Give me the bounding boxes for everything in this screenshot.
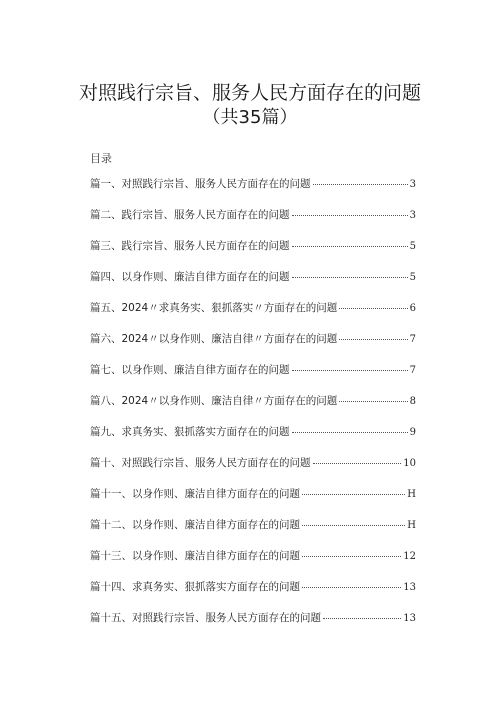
toc-entry-page-number: 9 bbox=[409, 427, 416, 438]
toc-entry-label: 篇十二、以身作则、廉洁自律方面存在的问题 bbox=[90, 519, 300, 531]
document-subtitle: （共35篇） bbox=[202, 107, 298, 128]
toc-entry[interactable] bbox=[90, 331, 416, 362]
toc-leader-dots bbox=[292, 246, 408, 247]
toc-leader-dots bbox=[302, 556, 401, 557]
toc-leader-dots bbox=[339, 401, 407, 402]
toc-entry-label: 篇八、2024〃以身作则、廉洁自律〃方面存在的问题 bbox=[90, 395, 338, 407]
toc-heading: 目录 bbox=[90, 152, 112, 165]
toc-entry[interactable] bbox=[90, 207, 416, 238]
toc-entry-page-number: 3 bbox=[409, 179, 416, 190]
toc-leader-dots bbox=[292, 432, 408, 433]
table-of-contents bbox=[90, 176, 416, 641]
document-title: 对照践行宗旨、服务人民方面存在的问题 bbox=[78, 82, 421, 104]
toc-entry-page-number: 6 bbox=[409, 303, 416, 314]
toc-entry-label: 篇二、践行宗旨、服务人民方面存在的问题 bbox=[90, 209, 290, 221]
toc-entry-page-number: H bbox=[407, 520, 416, 531]
toc-entry-page-number: 13 bbox=[403, 613, 416, 624]
toc-entry-page-number: 7 bbox=[409, 334, 416, 345]
toc-entry[interactable] bbox=[90, 176, 416, 207]
toc-entry[interactable] bbox=[90, 548, 416, 579]
toc-leader-dots bbox=[313, 463, 402, 464]
toc-entry[interactable] bbox=[90, 455, 416, 486]
toc-entry-label: 篇五、2024〃求真务实、狠抓落实〃方面存在的问题 bbox=[90, 302, 338, 314]
toc-entry-label: 篇十一、以身作则、廉洁自律方面存在的问题 bbox=[90, 488, 300, 500]
toc-entry-label: 篇十三、以身作则、廉洁自律方面存在的问题 bbox=[90, 550, 300, 562]
toc-entry[interactable] bbox=[90, 393, 416, 424]
toc-entry[interactable] bbox=[90, 362, 416, 393]
toc-entry[interactable] bbox=[90, 269, 416, 300]
toc-entry[interactable] bbox=[90, 517, 416, 548]
toc-leader-dots bbox=[313, 184, 408, 185]
toc-entry[interactable] bbox=[90, 300, 416, 331]
toc-entry-page-number: 10 bbox=[403, 458, 416, 469]
toc-entry-label: 篇四、以身作则、廉洁自律方面存在的问题 bbox=[90, 271, 290, 283]
toc-entry-label: 篇七、以身作则、廉洁自律方面存在的问题 bbox=[90, 364, 290, 376]
toc-leader-dots bbox=[292, 277, 408, 278]
toc-entry[interactable] bbox=[90, 424, 416, 455]
toc-entry-page-number: 5 bbox=[409, 272, 416, 283]
toc-entry-page-number: 7 bbox=[409, 365, 416, 376]
toc-leader-dots bbox=[302, 494, 405, 495]
toc-entry-page-number: 3 bbox=[409, 210, 416, 221]
toc-entry-label: 篇十四、求真务实、狠抓落实方面存在的问题 bbox=[90, 581, 300, 593]
toc-leader-dots bbox=[292, 215, 408, 216]
toc-leader-dots bbox=[302, 587, 401, 588]
toc-entry-label: 篇一、对照践行宗旨、服务人民方面存在的问题 bbox=[90, 178, 311, 190]
toc-entry-label: 篇十、对照践行宗旨、服务人民方面存在的问题 bbox=[90, 457, 311, 469]
toc-entry[interactable] bbox=[90, 238, 416, 269]
toc-leader-dots bbox=[323, 618, 401, 619]
toc-leader-dots bbox=[292, 370, 408, 371]
toc-entry-label: 篇十五、对照践行宗旨、服务人民方面存在的问题 bbox=[90, 612, 321, 624]
toc-entry-page-number: 8 bbox=[409, 396, 416, 407]
toc-entry[interactable] bbox=[90, 610, 416, 641]
toc-entry-page-number: H bbox=[407, 489, 416, 500]
toc-entry-page-number: 5 bbox=[409, 241, 416, 252]
toc-entry-page-number: 12 bbox=[403, 551, 416, 562]
toc-leader-dots bbox=[339, 308, 407, 309]
toc-entry-label: 篇六、2024〃以身作则、廉洁自律〃方面存在的问题 bbox=[90, 333, 338, 345]
toc-leader-dots bbox=[302, 525, 405, 526]
toc-entry-page-number: 13 bbox=[403, 582, 416, 593]
toc-entry[interactable] bbox=[90, 486, 416, 517]
toc-entry-label: 篇三、践行宗旨、服务人民方面存在的问题 bbox=[90, 240, 290, 252]
toc-entry-label: 篇九、求真务实、狠抓落实方面存在的问题 bbox=[90, 426, 290, 438]
toc-entry[interactable] bbox=[90, 579, 416, 610]
toc-leader-dots bbox=[339, 339, 407, 340]
